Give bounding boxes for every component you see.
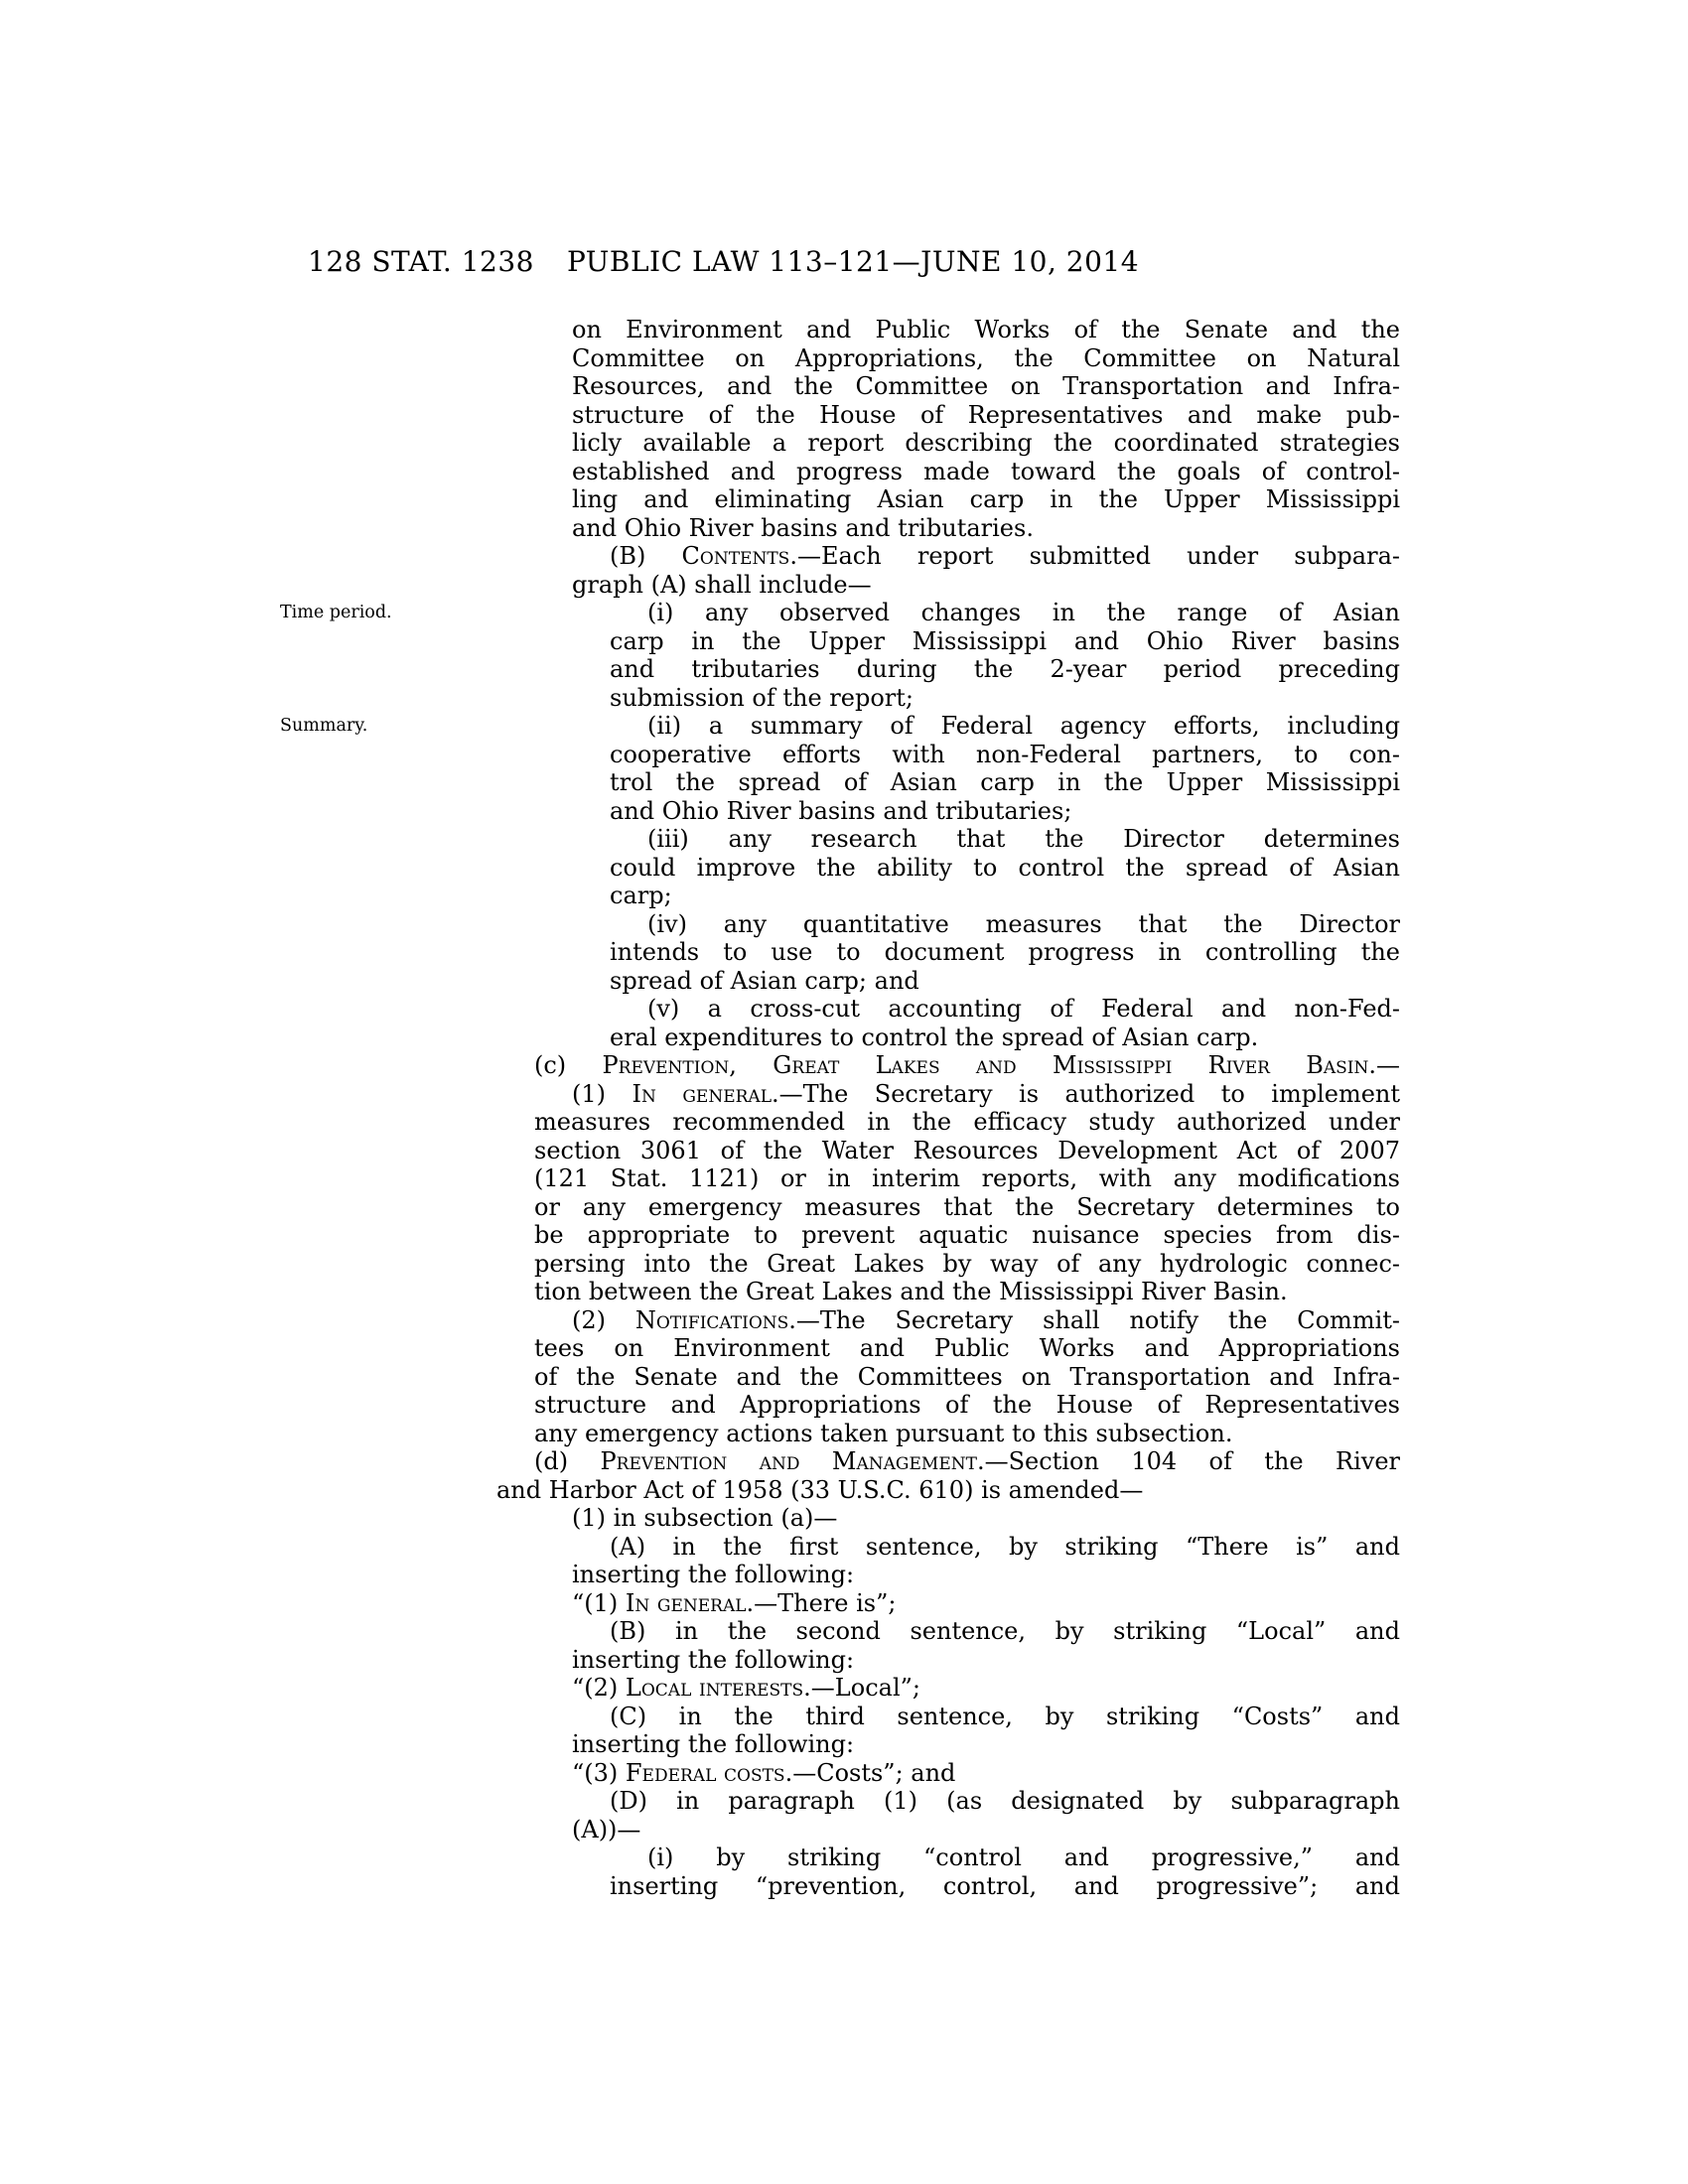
body-line: Committee on Appropriations, the Committee on Natural (572, 343, 1400, 372)
body-line: (A))— (572, 1815, 641, 1843)
body-line: inserting the following: (572, 1730, 855, 1758)
body-line: (2) Notifications.—The Secretary shall notify the Commit- (572, 1305, 1400, 1334)
body-line: (i) any observed changes in the range of Asian (647, 599, 1400, 626)
body-line: Resources, and the Committee on Transportation and Infra- (572, 372, 1400, 400)
body-line: (B) Contents.—Each report submitted under subpara- (610, 542, 1400, 570)
public-law-header: PUBLIC LAW 113–121—JUNE 10, 2014 (566, 245, 1140, 278)
body-line: (iii) any research that the Director determines (647, 825, 1400, 853)
body-line: inserting the following: (572, 1561, 855, 1588)
body-line: (1) In general.—The Secretary is authorized to implement (572, 1079, 1401, 1108)
body-line: tion between the Great Lakes and the Mississippi River Basin. (534, 1278, 1288, 1305)
body-line: graph (A) shall include— (572, 570, 872, 599)
body-line: cooperative efforts with non-Federal partners, to con- (610, 740, 1400, 768)
body-line: intends to use to document progress in controlling the (610, 938, 1400, 966)
body-line: (iv) any quantitative measures that the Director (647, 909, 1400, 938)
body-line: and Ohio River basins and tributaries; (610, 796, 1072, 825)
body-line: of the Senate and the Committees on Transportation and Infra- (534, 1362, 1400, 1391)
body-line: “(3) Federal costs.—Costs”; and (572, 1758, 956, 1787)
body-line: or any emergency measures that the Secretary determines to (534, 1192, 1400, 1221)
body-line: established and progress made toward the goals of control- (572, 457, 1400, 485)
stat-page-number: 128 STAT. 1238 (308, 245, 534, 278)
body-line: and Ohio River basins and tributaries. (572, 513, 1034, 542)
body-line: (D) in paragraph (1) (as designated by subparagraph (610, 1787, 1400, 1815)
body-line: (121 Stat. 1121) or in interim reports, with any modifications (534, 1164, 1400, 1192)
body-line: section 3061 of the Water Resources Development Act of 2007 (534, 1136, 1400, 1164)
body-line: carp; (610, 882, 672, 909)
body-line: (v) a cross-cut accounting of Federal and non-Fed- (647, 995, 1400, 1023)
body-line: could improve the ability to control the spread of Asian (610, 853, 1400, 882)
body-line: (C) in the third sentence, by striking “Costs” and (610, 1702, 1400, 1730)
body-line: and Harbor Act of 1958 (33 U.S.C. 610) is amended— (496, 1475, 1144, 1504)
body-line: inserting “prevention, control, and progressive”; and (610, 1871, 1400, 1900)
body-line: trol the spread of Asian carp in the Upper Mississippi (610, 768, 1400, 796)
body-line: eral expenditures to control the spread of Asian carp. (610, 1023, 1259, 1051)
body-line: any emergency actions taken pursuant to this subsection. (534, 1419, 1233, 1447)
body-line: measures recommended in the efficacy study authorized under (534, 1108, 1400, 1136)
body-line: “(2) Local interests.—Local”; (572, 1674, 920, 1702)
body-line: tees on Environment and Public Works and Appropriations (534, 1334, 1400, 1362)
body-line: “(1) In general.—There is”; (572, 1588, 897, 1617)
body-line: inserting the following: (572, 1645, 855, 1674)
body-line: (1) in subsection (a)— (572, 1504, 838, 1532)
body-line: (B) in the second sentence, by striking “Local” and (610, 1617, 1400, 1645)
body-line: structure of the House of Representatives and make pub- (572, 400, 1400, 429)
body-line: on Environment and Public Works of the Senate and the (572, 316, 1400, 343)
body-line: (c) Prevention, Great Lakes and Mississippi River Basin.— (534, 1051, 1401, 1079)
body-line: (ii) a summary of Federal agency efforts, including (647, 712, 1400, 740)
body-line: be appropriate to prevent aquatic nuisance species from dis- (534, 1221, 1400, 1249)
body-line: licly available a report describing the coordinated strategies (572, 429, 1400, 457)
body-line: persing into the Great Lakes by way of any hydrologic connec- (534, 1249, 1400, 1278)
body-line: structure and Appropriations of the House of Representatives (534, 1391, 1400, 1419)
statute-body-text (496, 316, 1400, 1900)
body-line: and tributaries during the 2-year period preceding (610, 655, 1400, 683)
body-line: submission of the report; (610, 683, 914, 712)
body-line: spread of Asian carp; and (610, 966, 919, 995)
body-line: ling and eliminating Asian carp in the Upper Mississippi (572, 485, 1400, 513)
body-line: (A) in the first sentence, by striking “There is” and (610, 1532, 1400, 1561)
body-line: (d) Prevention and Management.—Section 104 of the River (534, 1447, 1400, 1475)
margin-note: Summary. (280, 716, 368, 736)
body-line: carp in the Upper Mississippi and Ohio River basins (610, 626, 1400, 655)
body-line: (i) by striking “control and progressive,” and (647, 1843, 1400, 1871)
margin-note: Time period. (280, 603, 392, 622)
